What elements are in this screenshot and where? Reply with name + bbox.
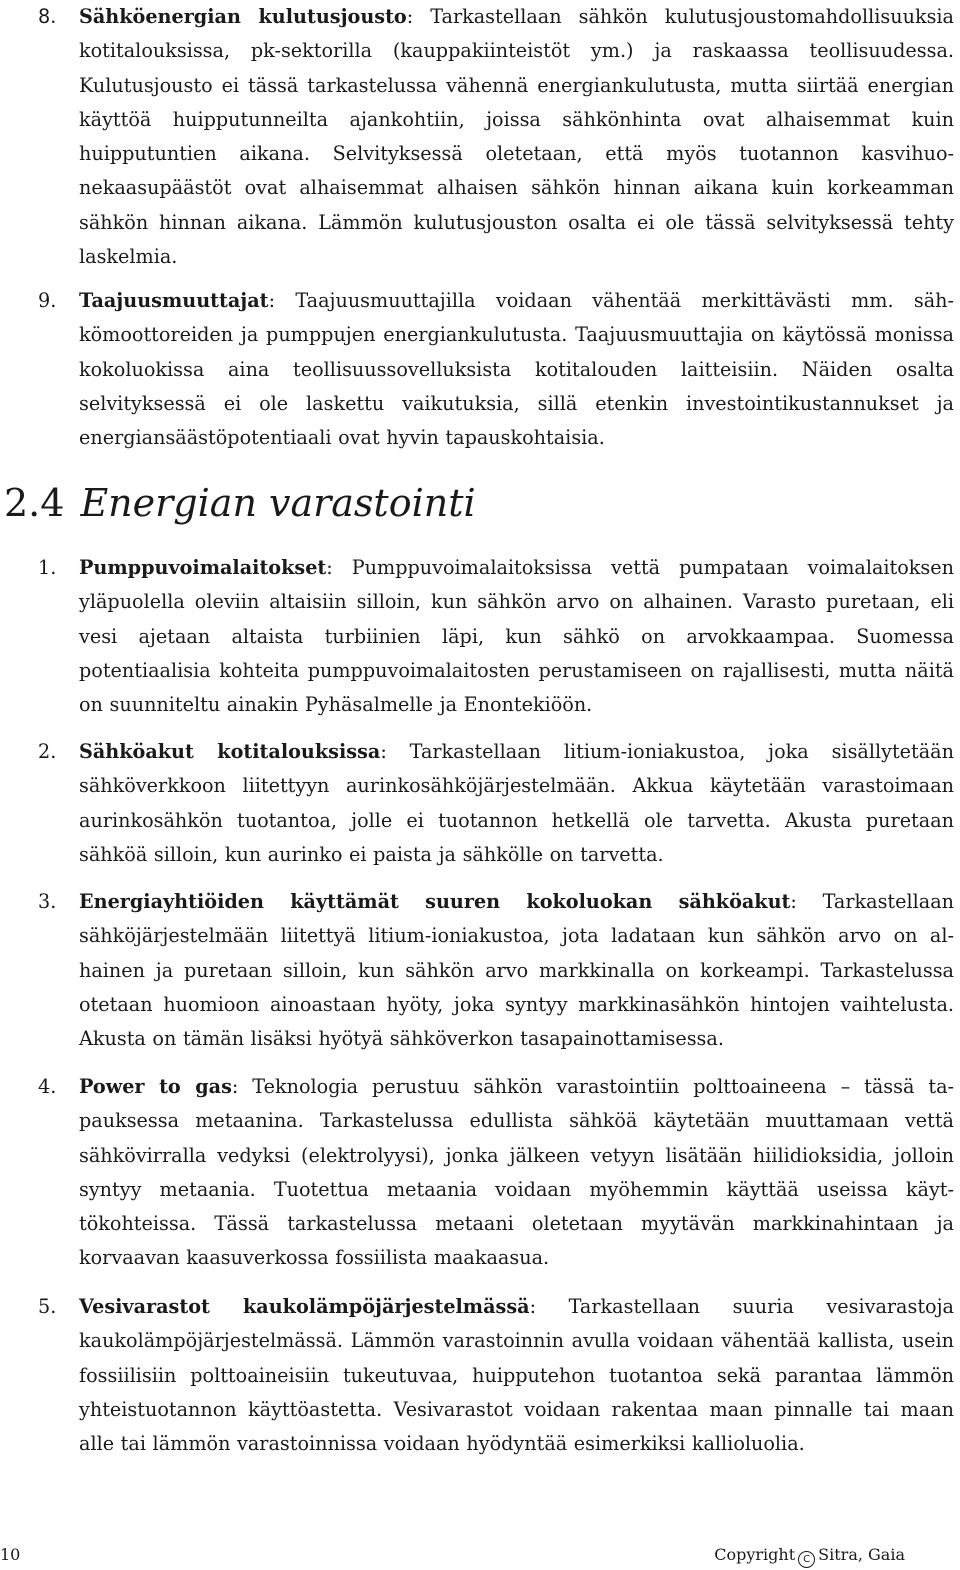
list-item-text: : Teknologia perustuu sähkön varastointiin polttoaineena – tässä tapauksessa metaanina. Tarkastelussa edullista sähköä käytetään muuttamaan vettä sähkövirralla vedyksi (elektrolyysi), jonka jälkeen vetyyn lisätään hiilidioksidia, jolloin syntyy metaania. Tuotettua metaania voidaan myöhemmin käyttää useissa käyttökohteissa. Tässä tarkastelussa metaani oletetaan myytävän markkinahintaan ja korvaavan kaasuverkossa fossiilista maakaasua.	[79, 1075, 954, 1270]
list-item-title: Power to gas	[79, 1075, 232, 1098]
list-item-text: : Tarkastellaan sähköjärjestelmään liitettyä litium-ioniakustoa, jota ladataan kun sähkön arvo on alhainen ja puretaan silloin, kun sähkön arvo markkinalla on korkeampi. Tarkastelussa otetaan huomioon ainoastaan hyöty, joka syntyy markkinasähkön hintojen vaihtelusta. Akusta on tämän lisäksi hyötyä sähköverkon tasapainottamisessa.	[79, 890, 954, 1051]
copyright-label: Copyright	[714, 1545, 796, 1564]
list-item-title: Sähköakut kotitalouksissa	[79, 740, 381, 763]
copyright-holder: Sitra, Gaia	[818, 1545, 905, 1564]
section-number: 2.4	[4, 481, 65, 525]
list-item-number: 8.	[38, 5, 57, 28]
list-item-number: 5.	[38, 1295, 57, 1318]
list-item-storage-5	[0, 1290, 960, 1461]
list-item-storage-4	[0, 1070, 960, 1276]
list-item-storage-1	[0, 551, 960, 722]
list-item-title: Energiayhtiöiden käyttämät suuren kokoluokan sähköakut	[79, 890, 791, 913]
list-item-8	[0, 0, 960, 274]
list-item-storage-2	[0, 735, 960, 872]
list-item-text: : Tarkastellaan suuria vesivarastoja kaukolämpöjärjestelmässä. Lämmön varastoinnin avulla voidaan vähentää kallista, usein fossiilisiin polttoaineisiin tukeutuvaa, huipputehon tuotantoa sekä parantaa lämmön yhteistuotannon käyttöastetta. Vesivarastot voidaan rakentaa maan pinnalle tai maan alle tai lämmön varastoinnissa voidaan hyödyntää esimerkiksi kallioluolia.	[79, 1295, 954, 1456]
copyright-icon: C	[798, 1551, 815, 1568]
list-item-number: 1.	[38, 556, 57, 579]
list-item-title: Pumppuvoimalaitokset	[79, 556, 327, 579]
list-item-number: 9.	[38, 289, 57, 312]
list-item-storage-3	[0, 885, 960, 1056]
footer-copyright	[714, 1545, 905, 1568]
list-item-title: Taajuusmuuttajat	[79, 289, 269, 312]
list-item-title: Vesivarastot kaukolämpöjärjestelmässä	[79, 1295, 530, 1318]
list-item-title: Sähköenergian kulutusjousto	[79, 5, 407, 28]
section-heading	[4, 481, 476, 525]
list-item-text: : Taajuusmuuttajilla voidaan vähentää merkittävästi mm. sähkömoottoreiden ja pumppujen energiankulutusta. Taajuusmuuttajia on käytössä monissa kokoluokissa aina teollisuussovelluksista kotitalouden laitteisiin. Näiden osalta selvityksessä ei ole laskettu vaikutuksia, sillä etenkin investointikustannukset ja energiansäästöpotentiaali ovat hyvin tapauskohtaisia.	[79, 289, 954, 450]
list-item-number: 4.	[38, 1075, 57, 1098]
list-item-text: : Tarkastellaan sähkön kulutusjoustomahdollisuuksia kotitalouksissa, pk-sektorilla (kauppakiinteistöt ym.) ja raskaassa teollisuudessa. Kulutusjousto ei tässä tarkastelussa vähennä energiankulutusta, mutta siirtää energian käyttöä huipputunneilta ajankohtiin, joissa sähkönhinta ovat alhaisemmat kuin huipputuntien aikana. Selvityksessä oletetaan, että myös tuotannon kasvihuonekaasupäästöt ovat alhaisemmat alhaisen sähkön hinnan aikana kuin korkeamman sähkön hinnan aikana. Lämmön kulutusjouston osalta ei ole tässä selvityksessä tehty laskelmia.	[79, 5, 954, 269]
section-title: Energian varastointi	[80, 481, 476, 525]
footer-page-number: 10	[0, 1545, 21, 1564]
list-item-number: 3.	[38, 890, 57, 913]
list-item-text: : Tarkastellaan litium-ioniakustoa, joka sisällytetään sähköverkkoon liitettyyn aurinkosähköjärjestelmään. Akkua käytetään varastoimaan aurinkosähkön tuotantoa, jolle ei tuotannon hetkellä ole tarvetta. Akusta puretaan sähköä silloin, kun aurinko ei paista ja sähkölle on tarvetta.	[79, 740, 954, 866]
list-item-text: : Pumppuvoimalaitoksissa vettä pumpataan voimalaitoksen yläpuolella oleviin altaisiin silloin, kun sähkön arvo on alhainen. Varasto puretaan, eli vesi ajetaan altaista turbiinien läpi, kun sähkö on arvokkaampaa. Suomessa potentiaalisia kohteita pumppuvoimalaitosten perustamiseen on rajallisesti, mutta näitä on suunniteltu ainakin Pyhäsalmelle ja Enontekiöön.	[79, 556, 954, 717]
list-item-9	[0, 284, 960, 455]
list-item-number: 2.	[38, 740, 57, 763]
